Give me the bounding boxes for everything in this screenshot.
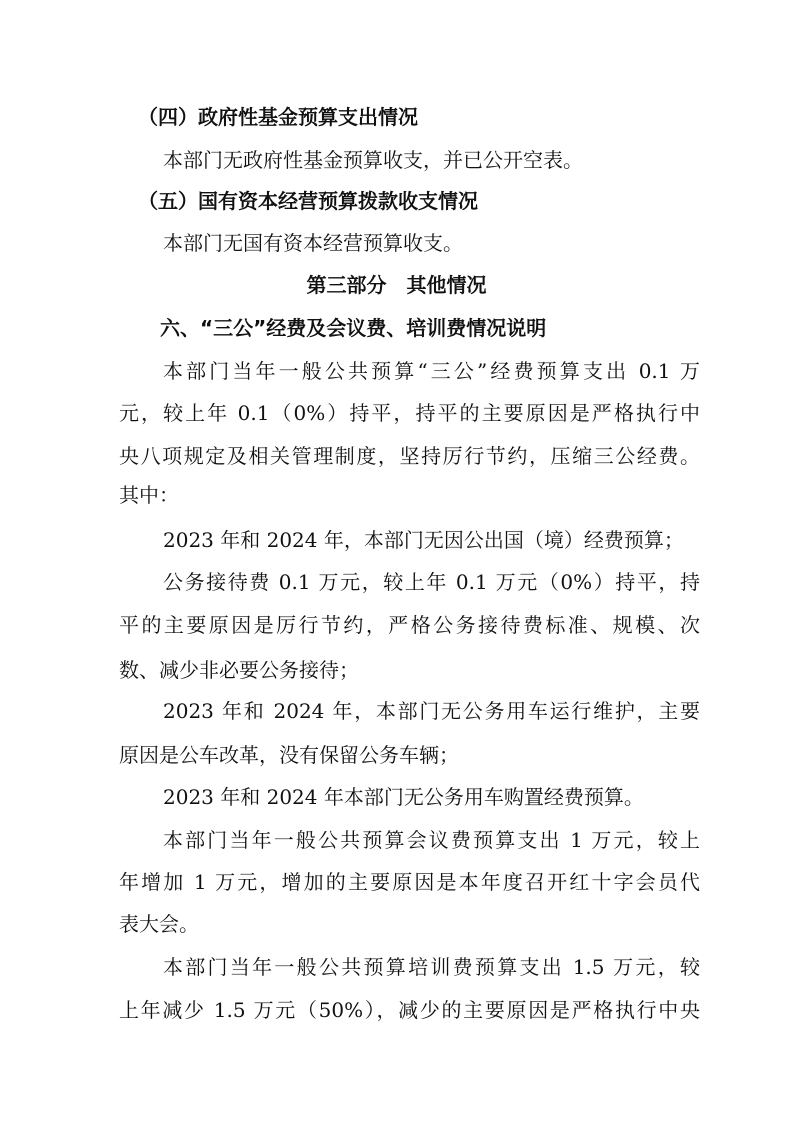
section-heading: （四）政府性基金预算支出情况 bbox=[138, 105, 418, 129]
paragraph-line: 平的主要原因是厉行节约，严格公务接待费标准、规模、次 bbox=[119, 613, 700, 637]
paragraph-line: 其中： bbox=[119, 483, 179, 507]
paragraph-line: 本部门无国有资本经营预算收支。 bbox=[163, 231, 463, 255]
paragraph-line: 2023 年和 2024 年本部门无公务用车购置经费预算。 bbox=[163, 785, 644, 809]
paragraph-line: 上年减少 1.5 万元（50%），减少的主要原因是严格执行中央 bbox=[119, 998, 700, 1022]
part-title: 第三部分 其他情况 bbox=[306, 273, 487, 297]
paragraph-line: 年增加 1 万元，增加的主要原因是本年度召开红十字会员代 bbox=[119, 870, 700, 894]
paragraph-line: 元，较上年 0.1（0%）持平，持平的主要原因是严格执行中 bbox=[119, 401, 700, 425]
section-heading: （五）国有资本经营预算拨款收支情况 bbox=[138, 189, 478, 213]
paragraph-line: 央八项规定及相关管理制度，坚持厉行节约，压缩三公经费。 bbox=[119, 444, 700, 468]
paragraph-line: 本部门当年一般公共预算“三公”经费预算支出 0.1 万 bbox=[163, 359, 700, 383]
paragraph-line: 本部门当年一般公共预算培训费预算支出 1.5 万元，较 bbox=[163, 955, 700, 979]
paragraph-line: 表大会。 bbox=[119, 912, 199, 936]
paragraph-line: 本部门当年一般公共预算会议费预算支出 1 万元，较上 bbox=[163, 828, 700, 852]
section-heading: 六、“三公”经费及会议费、培训费情况说明 bbox=[160, 316, 547, 340]
paragraph-line: 数、减少非必要公务接待； bbox=[119, 658, 359, 682]
paragraph-line: 2023 年和 2024 年，本部门无因公出国（境）经费预算； bbox=[163, 528, 684, 552]
paragraph-line: 本部门无政府性基金预算收支，并已公开空表。 bbox=[163, 148, 583, 172]
paragraph-line: 2023 年和 2024 年，本部门无公务用车运行维护，主要 bbox=[163, 699, 700, 723]
paragraph-line: 原因是公车改革，没有保留公务车辆； bbox=[119, 743, 459, 767]
paragraph-line: 公务接待费 0.1 万元，较上年 0.1 万元（0%）持平，持 bbox=[163, 570, 700, 594]
